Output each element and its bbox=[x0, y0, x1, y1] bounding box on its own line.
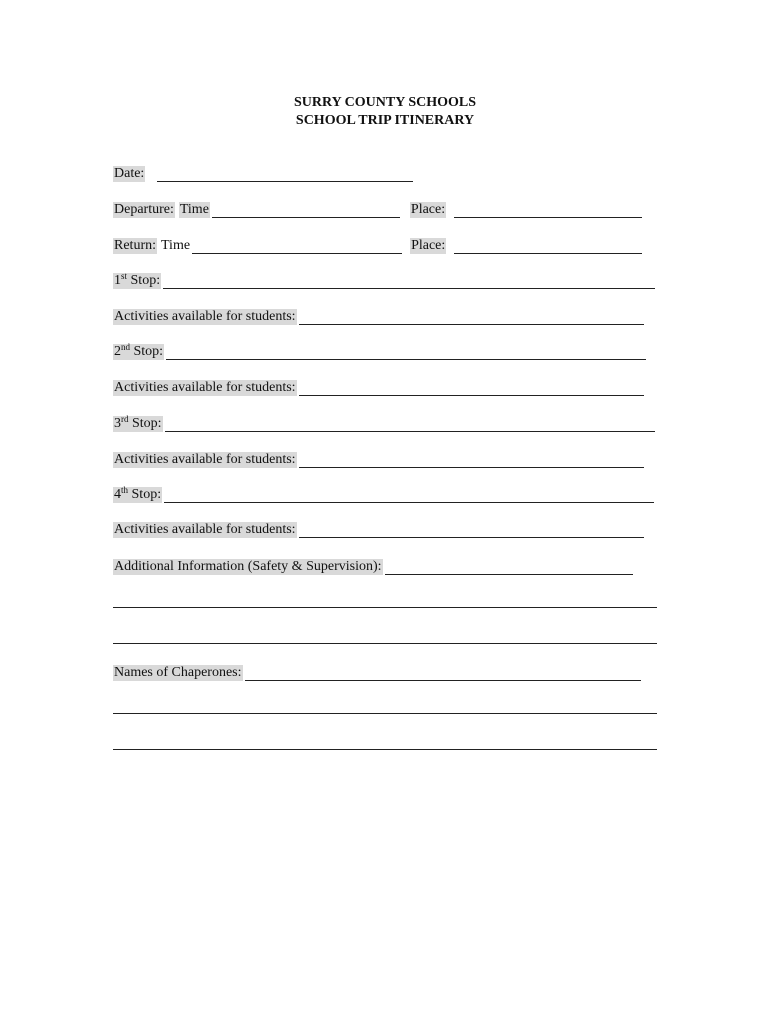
departure-place-field[interactable] bbox=[454, 203, 642, 218]
stop1-label: 1st Stop: bbox=[114, 271, 161, 288]
activities4-field[interactable] bbox=[299, 523, 644, 538]
stop4-row bbox=[113, 485, 654, 503]
stop2-label: 2nd Stop: bbox=[114, 342, 164, 359]
activities4-row bbox=[113, 520, 644, 538]
chaperones-line-3[interactable] bbox=[113, 749, 657, 750]
activities4-label: Activities available for students: bbox=[114, 522, 296, 537]
activities2-row bbox=[113, 378, 644, 396]
date-field[interactable] bbox=[157, 167, 413, 182]
activities3-label: Activities available for students: bbox=[114, 452, 296, 467]
stop1-row bbox=[113, 271, 655, 289]
school-name-title: SURRY COUNTY SCHOOLS bbox=[293, 95, 477, 110]
stop2-row bbox=[113, 342, 646, 360]
activities1-label: Activities available for students: bbox=[114, 309, 296, 324]
chaperones-label: Names of Chaperones: bbox=[114, 665, 242, 680]
additional-info-line-3[interactable] bbox=[113, 643, 657, 644]
departure-row bbox=[113, 200, 657, 218]
stop3-row bbox=[113, 414, 655, 432]
chaperones-row bbox=[113, 663, 641, 681]
stop4-field[interactable] bbox=[164, 488, 654, 503]
stop2-field[interactable] bbox=[166, 345, 646, 360]
activities2-field[interactable] bbox=[299, 381, 644, 396]
return-row bbox=[113, 236, 657, 254]
stop3-field[interactable] bbox=[165, 417, 655, 432]
departure-place-label: Place: bbox=[410, 202, 446, 217]
stop1-field[interactable] bbox=[163, 274, 655, 289]
return-place-label: Place: bbox=[411, 238, 446, 253]
stop3-label: 3rd Stop: bbox=[114, 414, 162, 431]
return-place-field[interactable] bbox=[454, 239, 642, 254]
chaperones-line-2[interactable] bbox=[113, 713, 657, 714]
form-title: SCHOOL TRIP ITINERARY bbox=[295, 113, 475, 128]
departure-time-field[interactable] bbox=[212, 203, 400, 218]
additional-info-label: Additional Information (Safety & Supervision): bbox=[114, 559, 382, 574]
return-time-label: Time bbox=[161, 238, 191, 253]
additional-info-row bbox=[113, 557, 633, 575]
departure-time-label: Time bbox=[179, 202, 209, 217]
return-label: Return: bbox=[114, 238, 156, 253]
return-time-field[interactable] bbox=[192, 239, 402, 254]
date-row bbox=[113, 164, 413, 182]
activities1-row bbox=[113, 307, 644, 325]
chaperones-field[interactable] bbox=[245, 666, 641, 681]
activities3-row bbox=[113, 450, 644, 468]
departure-label: Departure: bbox=[114, 202, 174, 217]
activities2-label: Activities available for students: bbox=[114, 380, 296, 395]
date-label: Date: bbox=[114, 166, 145, 181]
activities1-field[interactable] bbox=[299, 310, 644, 325]
activities3-field[interactable] bbox=[299, 453, 644, 468]
additional-info-field[interactable] bbox=[385, 560, 633, 575]
stop4-label: 4th Stop: bbox=[114, 485, 162, 502]
additional-info-line-2[interactable] bbox=[113, 607, 657, 608]
